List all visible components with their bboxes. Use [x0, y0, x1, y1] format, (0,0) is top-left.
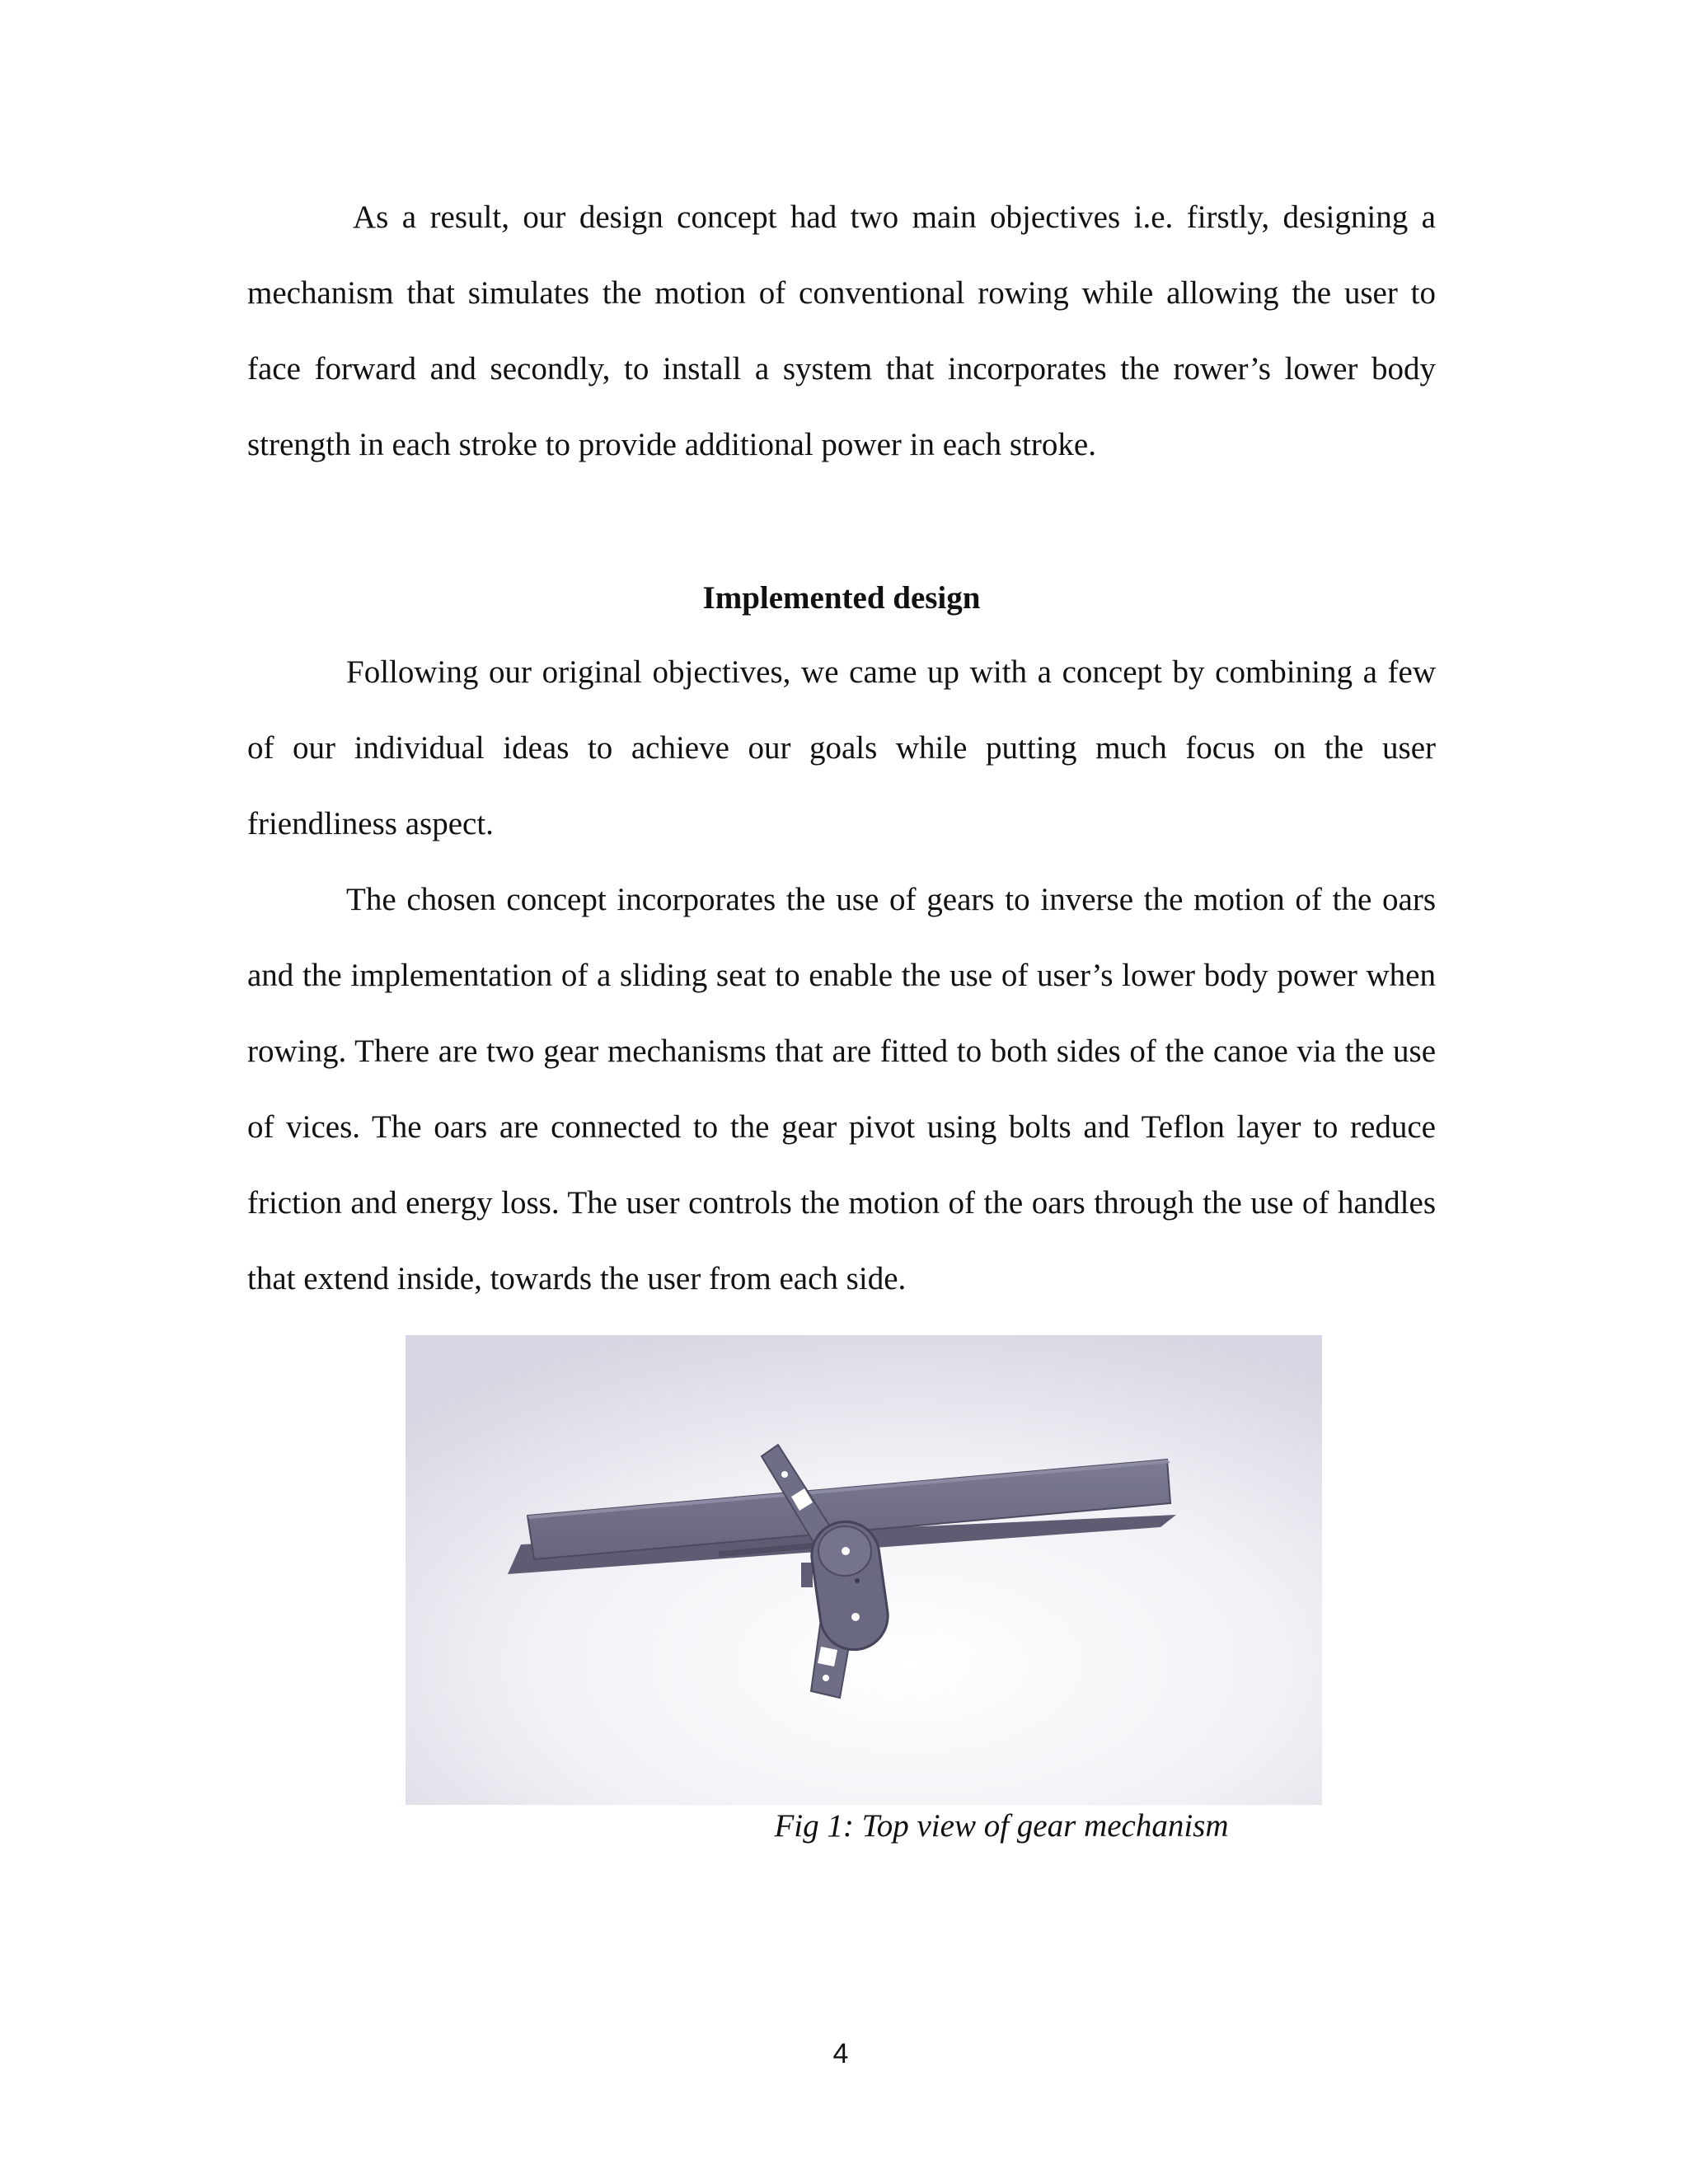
paragraph-1-text: As a result, our design concept had two main objectives i.e. firstly, designing a mechanism that simulates the motion of conventional rowing while allowing the user to face forward and secondly, to install a system that incorporates the rower’s lower body strength in each stroke to provide additional power in each stroke.	[247, 199, 1436, 462]
page-number: 4	[832, 2038, 849, 2069]
figure-gear-mechanism	[406, 1335, 1322, 1805]
paragraph-3	[247, 862, 1436, 1317]
section-heading: Implemented design	[702, 580, 981, 616]
paragraph-2-text: Following our original objectives, we came up with a concept by combining a few of our individual ideas to achieve our goals while putting much focus on the user friendliness aspect.	[247, 654, 1436, 841]
figure-caption	[247, 1802, 1533, 1851]
pivot-bracket	[801, 1563, 813, 1587]
paragraph-3-text: The chosen concept incorporates the use of gears to inverse the motion of the oars and the implementation of a sliding seat to enable the use of user’s lower body power when rowing. There are two gear mechanisms that are fitted to both sides of the canoe via the use of vices. The oars are connected to the gear pivot using bolts and Teflon layer to reduce friction and energy loss. The user controls the motion of the oars through the use of handles that extend inside, towards the user from each side.	[247, 882, 1436, 1296]
lower-arm-square-hole	[818, 1647, 837, 1666]
paragraph-2	[247, 635, 1436, 862]
lower-arm-hole-2	[823, 1675, 829, 1681]
upper-arm-hole	[781, 1471, 788, 1478]
figure-caption-text: Fig 1: Top view of gear mechanism	[774, 1808, 1229, 1844]
gear-mechanism-render	[406, 1335, 1322, 1805]
paragraph-1	[247, 180, 1436, 483]
section-heading-block	[247, 567, 1436, 630]
